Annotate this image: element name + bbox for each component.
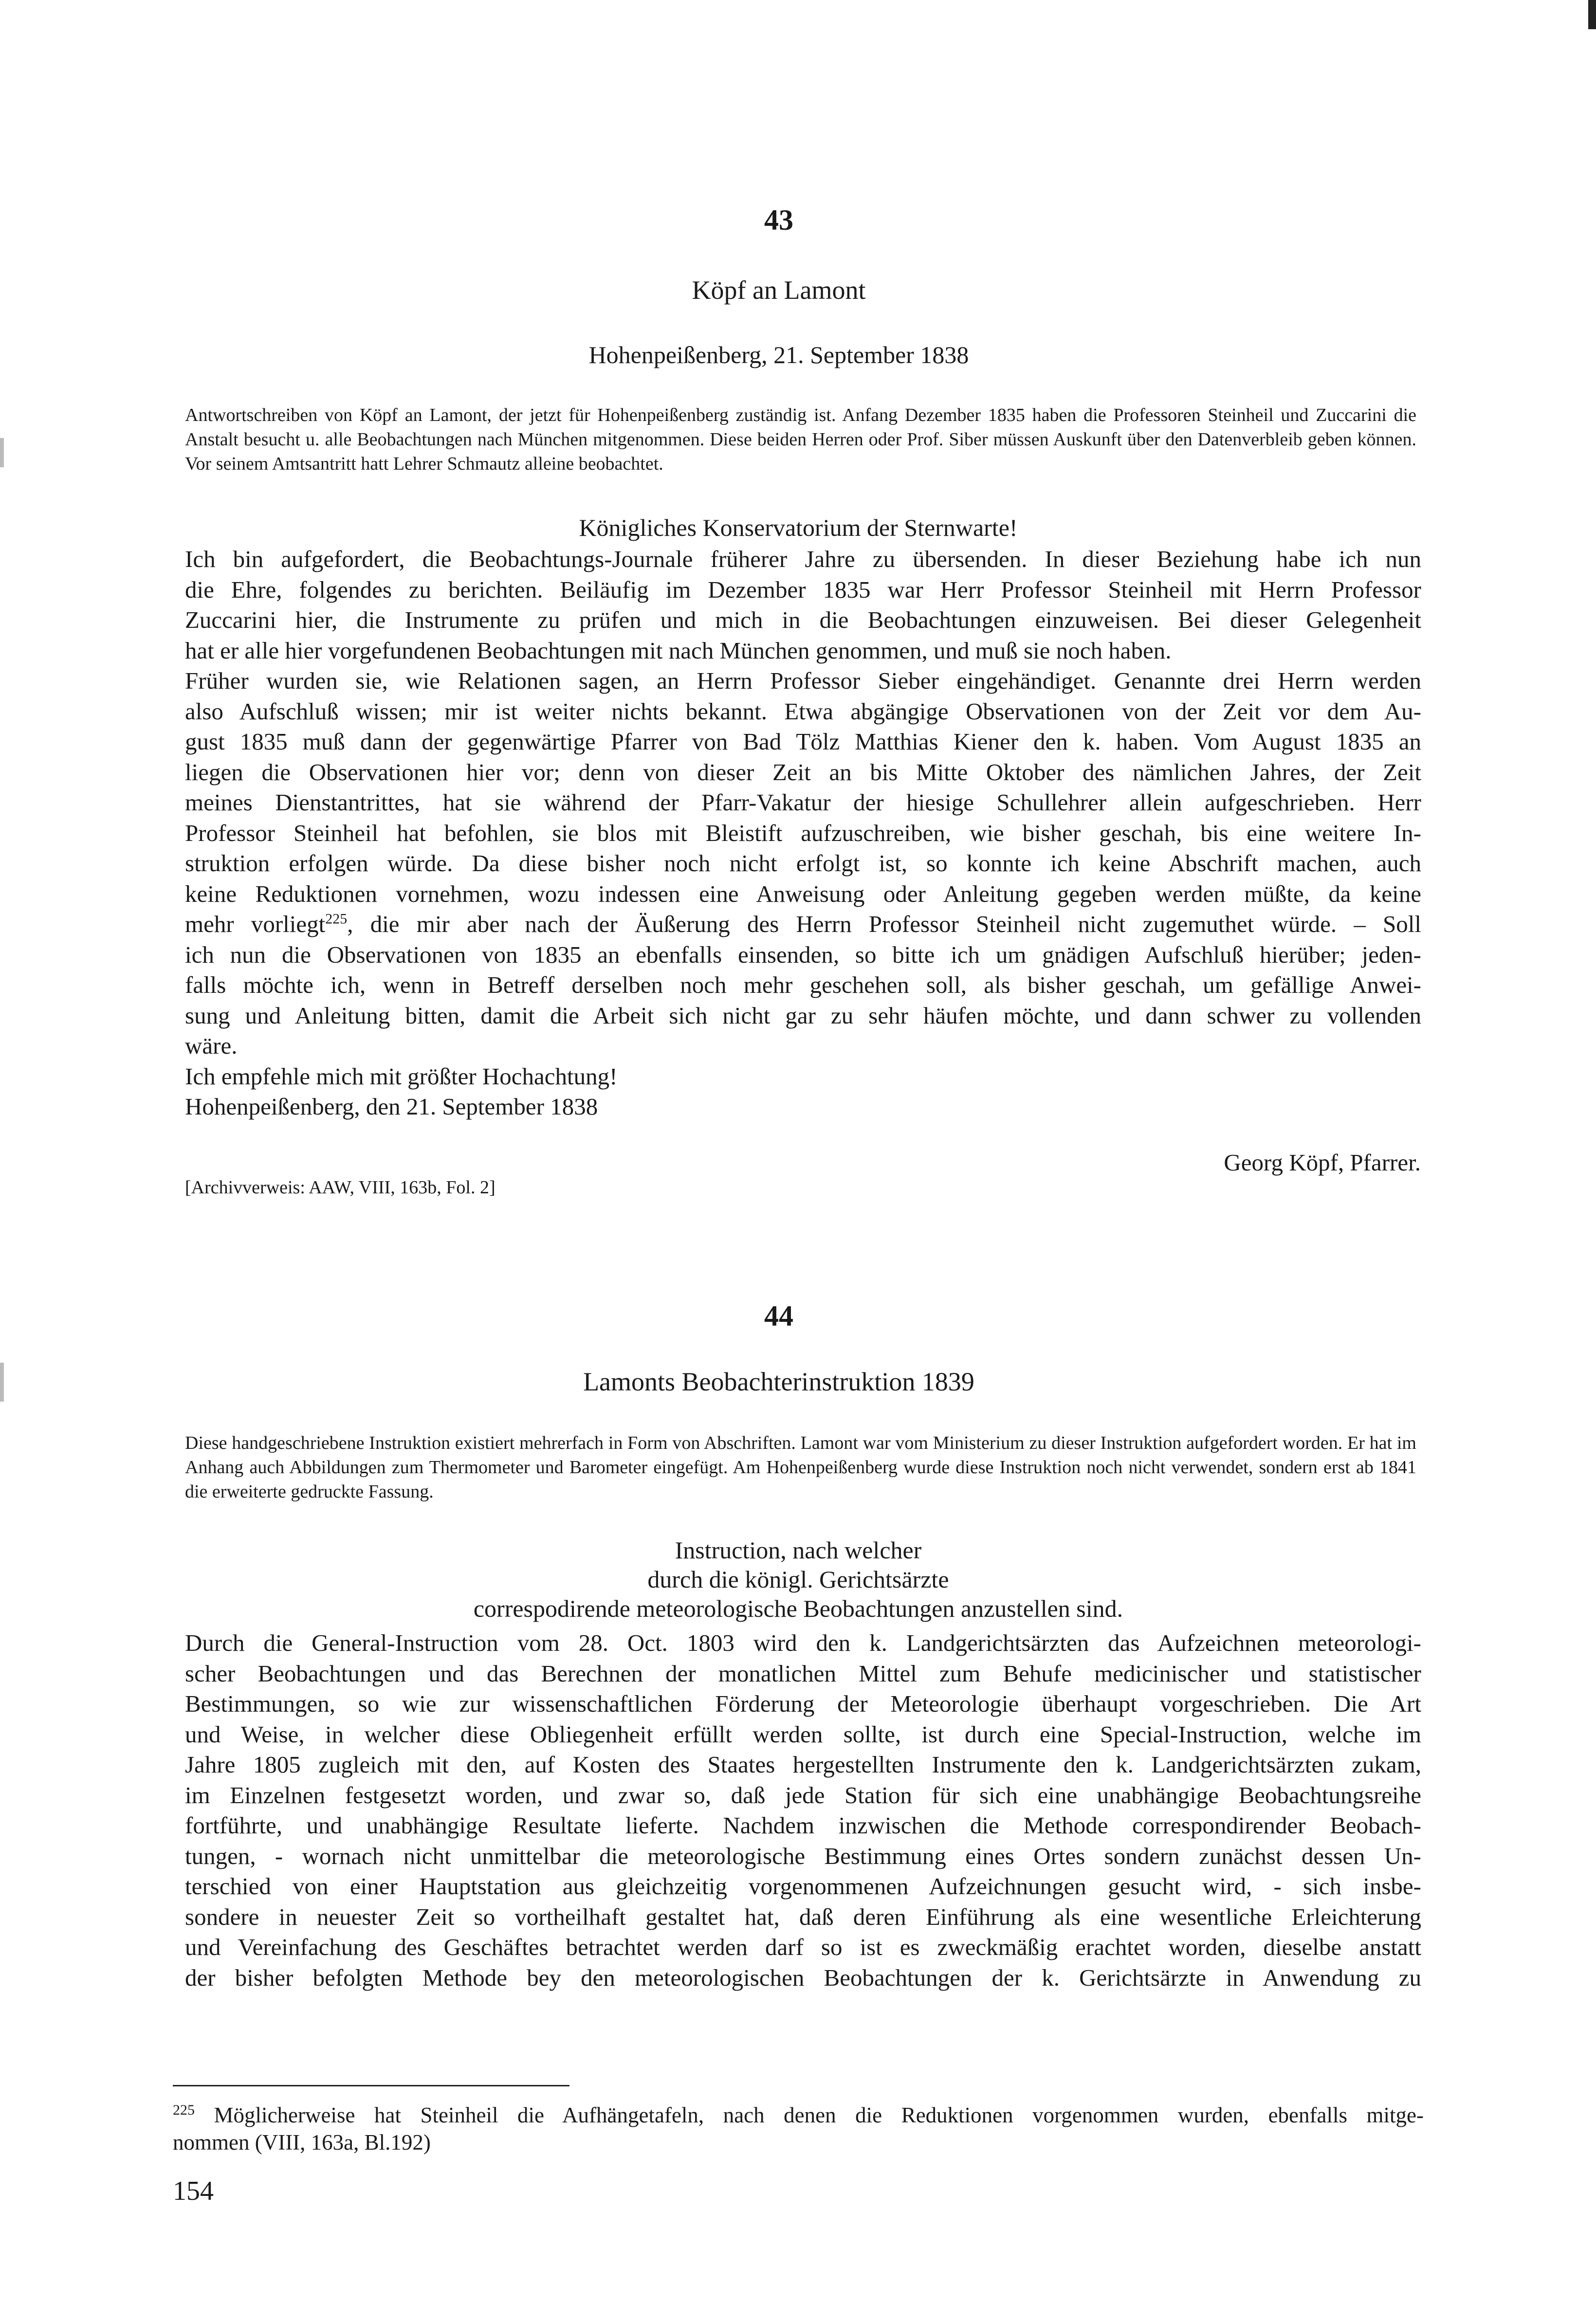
text-line: und Vereinfachung des Geschäftes betrachtet werden darf so ist es zweckmäßig erachtet worden, dieselbe anstatt [185, 1934, 1421, 1960]
text-segment: mehr vorliegt [185, 911, 326, 937]
text-line: Zuccarini hier, die Instrumente zu prüfen und mich in die Beobachtungen einzuweisen. Bei dieser Gelegenheit [185, 606, 1421, 633]
text-line: Ich bin aufgefordert, die Beobachtungs-Journale früherer Jahre zu übersenden. In dieser Beziehung habe ich nun [185, 546, 1421, 572]
doc-43-dateline: Hohenpeißenberg, 21. September 1838 [588, 341, 969, 368]
text-line: struktion erfolgen würde. Da diese bisher noch nicht erfolgt ist, so konnte ich keine Abschrift machen, auch [185, 850, 1421, 877]
doc-44-intro: Diese handgeschriebene Instruktion existiert mehrerfach in Form von Abschriften. Lamont war vom Ministerium zu dieser Instruktion aufgefordert worden. Er hat im Anhang auch Abbildungen zum Thermometer und Barometer eingefügt. Am Hohenpeißenberg wurde diese Instruktion noch nicht verwendet, sondern erst ab 1841 die erweiterte gedruckte Fassung. [185, 1433, 1416, 1502]
text-line: Jahre 1805 zugleich mit den, auf Kosten des Staates hergestellten Instrumente den k. Landgerichtsärzten zukam, [185, 1751, 1421, 1778]
footnote-text: Möglicherweise hat Steinheil die Aufhängetafeln, nach denen die Reduktionen vorgenommen wurden, ebenfalls mitge- [214, 2103, 1424, 2127]
place-date-line: Hohenpeißenberg, den 21. September 1838 [185, 1093, 598, 1120]
text-line: und Weise, in welcher diese Obliegenheit erfüllt werden sollte, ist durch eine Special-Instruction, welche im [185, 1720, 1421, 1748]
text-line: fortführte, und unabhängige Resultate lieferte. Nachdem inzwischen die Methode correspondirender Beobach- [185, 1812, 1421, 1839]
scan-edge-mark [0, 1363, 4, 1402]
text-line: keine Reduktionen vornehmen, wozu indessen eine Anweisung oder Anleitung gegeben werden müßte, da keine [185, 880, 1421, 907]
scan-edge-mark [1588, 0, 1596, 29]
text-line: meines Dienstantrittes, hat sie während der Pfarr-Vakatur der hiesige Schullehrer allein aufgeschrieben. Herr [185, 789, 1421, 816]
scan-edge-mark [0, 438, 4, 467]
text-segment: , die mir aber nach der Äußerung des Herrn Professor Steinheil nicht zugemuthet würde. – Soll [347, 911, 1421, 937]
doc-43-letter-body [185, 544, 1421, 1122]
text-line: die Ehre, folgendes zu berichten. Beiläufig im Dezember 1835 war Herr Professor Steinheil mit Herrn Professor [185, 576, 1421, 603]
footnote-number: 225 [173, 2102, 195, 2118]
footnote-ref-225: 225 [325, 911, 348, 927]
text-line: wäre. [185, 1032, 238, 1059]
closing-line: Ich empfehle mich mit größter Hochachtung! [185, 1062, 618, 1090]
text-line: sondere in neuester Zeit so vortheilhaft gestaltet hat, daß deren Einführung als eine wesentliche Erleichterung [185, 1903, 1421, 1930]
doc-44-number: 44 [764, 1300, 793, 1332]
text-line: Bestimmungen, so wie zur wissenschaftlichen Förderung der Meteorologie überhaupt vorgeschrieben. Die Art [185, 1690, 1421, 1717]
text-line: Früher wurden sie, wie Relationen sagen, an Herrn Professor Sieber eingehändiget. Genannte drei Herrn werden [185, 667, 1421, 694]
text-line: tungen, - wornach nicht unmittelbar die meteorologische Bestimmung eines Ortes sondern zunächst dessen Un- [185, 1842, 1421, 1869]
text-line: also Aufschluß wissen; mir ist weiter nichts bekannt. Etwa abgängige Observationen von der Zeit vor dem Au- [185, 697, 1421, 725]
text-line: Professor Steinheil hat befohlen, sie blos mit Bleistift aufzuschreiben, wie bisher geschah, bis eine weitere In- [185, 819, 1421, 846]
text-line: liegen die Observationen hier vor; denn von dieser Zeit an bis Mitte Oktober des nämlichen Jahres, der Zeit [185, 758, 1421, 786]
text-line: falls möchte ich, wenn in Betreff derselben noch mehr geschehen soll, als bisher geschah, um gefällige Anwei- [185, 971, 1421, 998]
text-line: sung und Anleitung bitten, damit die Arbeit sich nicht gar zu sehr häufen möchte, und dann schwer zu vollenden [185, 1002, 1421, 1029]
text-line: ich nun die Observationen von 1835 an ebenfalls einsenden, so bitte ich um gnädigen Aufschluß hierüber; jeden- [185, 941, 1421, 968]
archive-reference: [Archivverweis: AAW, VIII, 163b, Fol. 2] [185, 1177, 495, 1198]
text-line: scher Beobachtungen und das Berechnen der monatlichen Mittel zum Behufe medicinischer und statistischer [185, 1660, 1421, 1687]
text-line: hat er alle hier vorgefundenen Beobachtungen mit nach München genommen, und muß sie noch haben. [185, 637, 1172, 664]
text-line-with-footnote [185, 909, 1421, 940]
doc-44-title: Lamonts Beobachterinstruktion 1839 [583, 1367, 974, 1396]
footnote-divider [173, 2085, 569, 2086]
instruction-heading [341, 1535, 1256, 1623]
footnote-line: nommen (VIII, 163a, Bl.192) [173, 2130, 431, 2155]
doc-44-instruction-body [185, 1628, 1421, 1993]
text-line: im Einzelnen festgesetzt worden, und zwar so, daß jede Station für sich eine unabhängige Beobachtungsreihe [185, 1781, 1421, 1809]
page-number: 154 [173, 2176, 214, 2206]
doc-43-title: Köpf an Lamont [692, 275, 866, 305]
footnote-line [173, 2101, 1424, 2129]
signature: Georg Köpf, Pfarrer. [1224, 1149, 1421, 1176]
text-line: terschied von einer Hauptstation aus gleichzeitig vorgenommenen Aufzeichnungen gesucht wird, - sich insbe- [185, 1873, 1421, 1900]
doc-43-number: 43 [764, 204, 793, 236]
heading-line: correspodirende meteorologische Beobachtungen anzustellen sind. [473, 1595, 1123, 1622]
heading-line: durch die königl. Gerichtsärzte [647, 1566, 949, 1593]
text-line: gust 1835 muß dann der gegenwärtige Pfarrer von Bad Tölz Matthias Kiener den k. haben. Vom August 1835 an [185, 728, 1421, 755]
heading-line: Instruction, nach welcher [675, 1536, 922, 1564]
text-line: Durch die General-Instruction vom 28. Oct. 1803 wird den k. Landgerichtsärzten das Aufzeichnen meteorologi- [185, 1629, 1421, 1656]
doc-43-salutation: Königliches Konservatorium der Sternwarte! [579, 514, 1018, 541]
text-line: der bisher befolgten Methode bey den meteorologischen Beobachtungen der k. Gerichtsärzte in Anwendung zu [185, 1964, 1421, 1991]
footnote-225 [173, 2101, 1424, 2156]
doc-43-intro: Antwortschreiben von Köpf an Lamont, der jetzt für Hohenpeißenberg zuständig ist. Anfang Dezember 1835 haben die Professoren Steinheil und Zuccarini die Anstalt besucht u. alle Beobachtungen nach München mitgenommen. Diese beiden Herren oder Prof. Siber müssen Auskunft über den Datenverbleib geben können. Vor seinem Amtsantritt hatt Lehrer Schmautz alleine beobachtet. [185, 405, 1416, 474]
